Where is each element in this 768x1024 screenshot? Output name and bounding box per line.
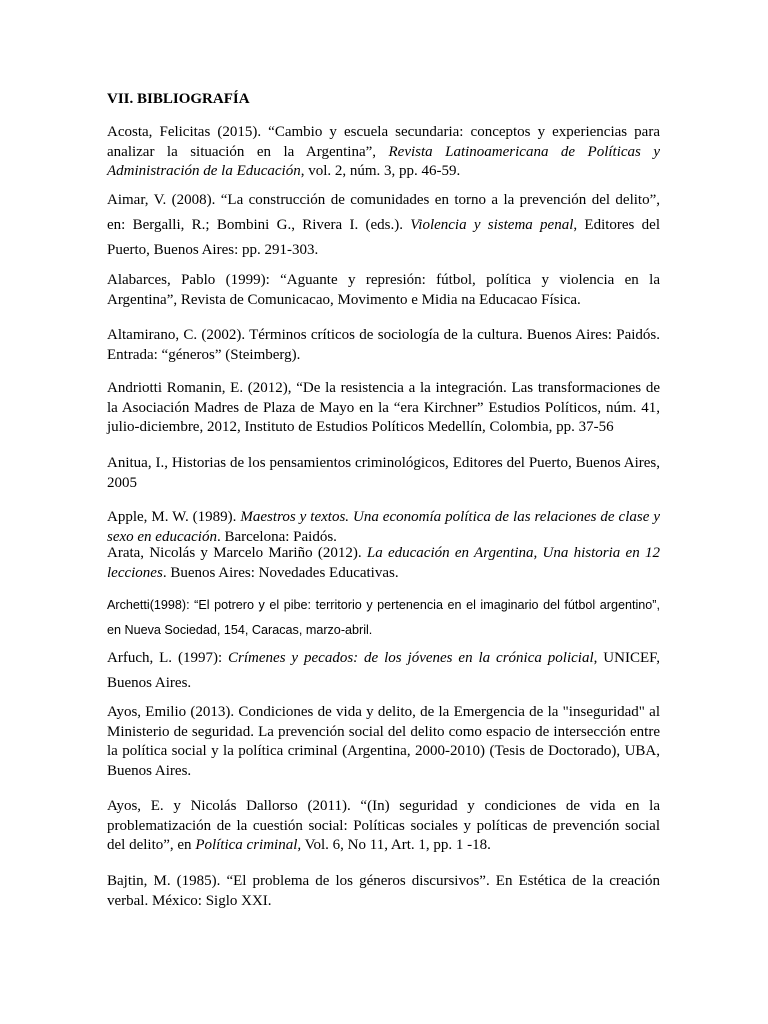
reference-entry: Archetti(1998): “El potrero y el pibe: territorio y pertenencia en el imaginario del fútbol argentino”, en Nueva Sociedad, 154, Caracas, marzo-abril. [107,598,660,637]
reference-entry: Arfuch, L. (1997): Crímenes y pecados: de los jóvenes en la crónica policial, UNICEF, Buenos Aires. [107,650,661,691]
reference-entry: Alabarces, Pablo (1999): “Aguante y represión: fútbol, política y violencia en la Argentina”, Revista de Comunicacao, Movimento e Midia na Educacao Física. [107,272,660,308]
section-heading: VII. BIBLIOGRAFÍA [107,91,250,107]
reference-entry: Andriotti Romanin, E. (2012), “De la resistencia a la integración. Las transformaciones de la Asociación Madres de Plaza de Mayo en la “era Kirchner” Estudios Políticos, núm. 41, julio-diciembre, 2012, Instituto de Estudios Políticos Medellín, Colombia, pp. 37-56 [107,380,660,435]
reference-entry: Acosta, Felicitas (2015). “Cambio y escuela secundaria: conceptos y experiencias para analizar la situación en la Argentina”, Revista Latinoamericana de Políticas y Administración de la Educación, vol. 2, núm. 3, pp. 46-59. [107,124,661,179]
reference-entry: Bajtin, M. (1985). “El problema de los géneros discursivos”. En Estética de la creación verbal. México: Siglo XXI. [107,873,660,909]
reference-entry: Aimar, V. (2008). “La construcción de comunidades en torno a la prevención del delito”, en: Bergalli, R.; Bombini G., Rivera I. (eds.). Violencia y sistema penal, Editores del Puerto, Buenos Aires: pp. 291-303. [107,192,660,258]
reference-entry: Ayos, E. y Nicolás Dallorso (2011). “(In) seguridad y condiciones de vida en la problematización de la cuestión social: Políticas sociales y políticas de prevención social del delito”, en Política criminal, Vol. 6, No 11, Art. 1, pp. 1 -18. [107,798,660,853]
reference-entry: Arata, Nicolás y Marcelo Mariño (2012). La educación en Argentina, Una historia en 12 lecciones. Buenos Aires: Novedades Educativas. [107,545,660,581]
reference-entry: Apple, M. W. (1989). Maestros y textos. Una economía política de las relaciones de clase y sexo en educación. Barcelona: Paidós. [107,509,661,545]
reference-entry: Anitua, I., Historias de los pensamientos criminológicos, Editores del Puerto, Buenos Aires, 2005 [107,455,660,491]
reference-entry: Altamirano, C. (2002). Términos críticos de sociología de la cultura. Buenos Aires: Paidós. Entrada: “géneros” (Steimberg). [107,327,660,363]
reference-entry: Ayos, Emilio (2013). Condiciones de vida y delito, de la Emergencia de la "inseguridad" al Ministerio de seguridad. La prevención social del delito como espacio de intersección entre la política social y la política criminal (Argentina, 2000-2010) (Tesis de Doctorado), UBA, Buenos Aires. [107,704,660,779]
